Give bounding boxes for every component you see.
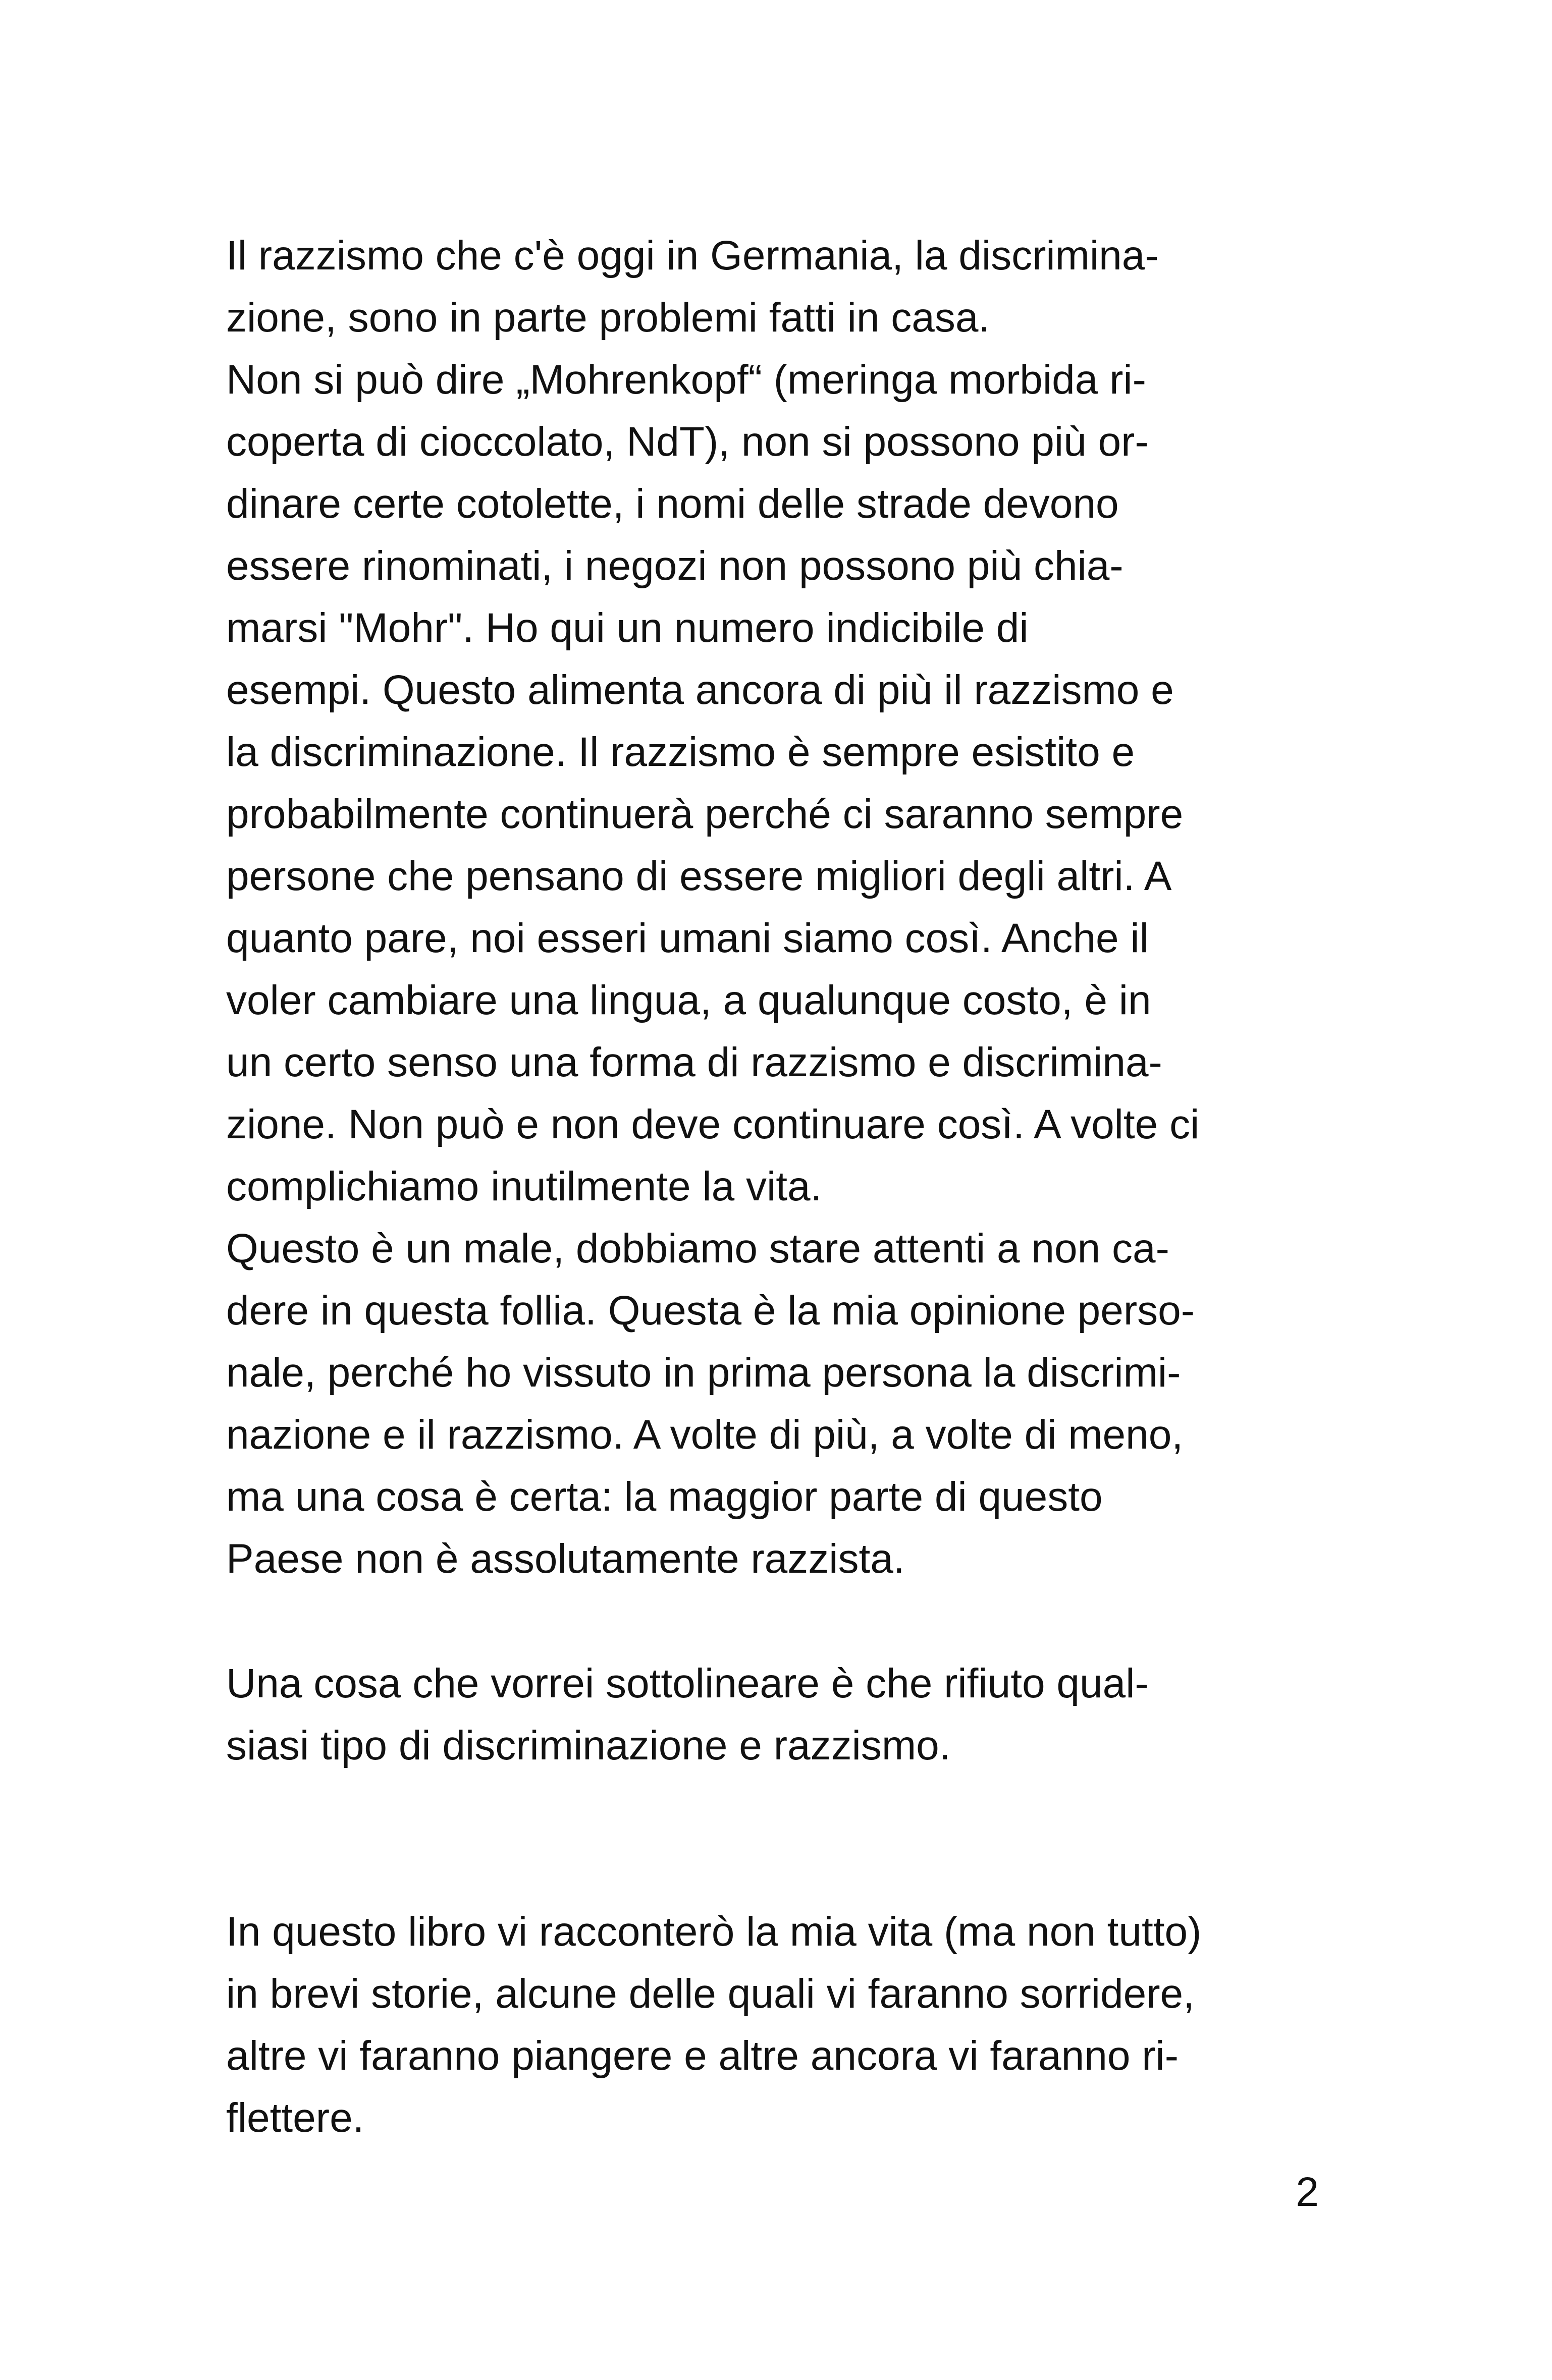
text-line: dinare certe cotolette, i nomi delle strade devono (226, 481, 1119, 527)
text-line: flettere. (226, 2095, 364, 2141)
paragraph-racism-germany (226, 225, 1357, 1590)
text-line: altre vi faranno piangere e altre ancora vi faranno ri- (226, 2033, 1179, 2079)
text-line: coperta di cioccolato, NdT), non si possono più or- (226, 419, 1149, 465)
text-line: in brevi storie, alcune delle quali vi faranno sorridere, (226, 1971, 1195, 2017)
text-line: un certo senso una forma di razzismo e discrimina- (226, 1039, 1162, 1085)
text-line: Paese non è assolutamente razzista. (226, 1536, 905, 1582)
text-line: zione, sono in parte problemi fatti in casa. (226, 295, 990, 341)
text-line: nale, perché ho vissuto in prima persona la discrimi- (226, 1350, 1181, 1396)
text-line: Non si può dire „Mohrenkopf“ (meringa morbida ri- (226, 357, 1146, 403)
text-line: essere rinominati, i negozi non possono più chia- (226, 543, 1123, 589)
text-line: Il razzismo che c'è oggi in Germania, la discrimina- (226, 233, 1159, 279)
text-line: probabilmente continuerà perché ci saranno sempre (226, 791, 1184, 837)
text-line: quanto pare, noi esseri umani siamo così. Anche il (226, 915, 1149, 961)
text-line: voler cambiare una lingua, a qualunque costo, è in (226, 977, 1151, 1023)
page-number: 2 (1296, 2169, 1319, 2215)
paragraph-rejection (226, 1652, 1357, 1777)
text-line: complichiamo inutilmente la vita. (226, 1164, 822, 1209)
text-line: dere in questa follia. Questa è la mia opinione perso- (226, 1288, 1195, 1334)
text-line: siasi tipo di discriminazione e razzismo. (226, 1723, 951, 1768)
text-line: persone che pensano di essere migliori degli altri. A (226, 853, 1172, 899)
text-line: Questo è un male, dobbiamo stare attenti a non ca- (226, 1226, 1169, 1271)
text-line: esempi. Questo alimenta ancora di più il razzismo e (226, 667, 1174, 713)
text-line: nazione e il razzismo. A volte di più, a volte di meno, (226, 1412, 1184, 1458)
text-line: marsi "Mohr". Ho qui un numero indicibile di (226, 605, 1029, 651)
text-line: la discriminazione. Il razzismo è sempre esistito e (226, 729, 1135, 775)
text-line: In questo libro vi racconterò la mia vita (ma non tutto) (226, 1909, 1202, 1955)
text-line: zione. Non può e non deve continuare così. A volte ci (226, 1101, 1200, 1147)
text-line: Una cosa che vorrei sottolineare è che rifiuto qual- (226, 1661, 1149, 1706)
paragraph-book-intro (226, 1901, 1357, 2149)
text-line: ma una cosa è certa: la maggior parte di questo (226, 1474, 1103, 1520)
